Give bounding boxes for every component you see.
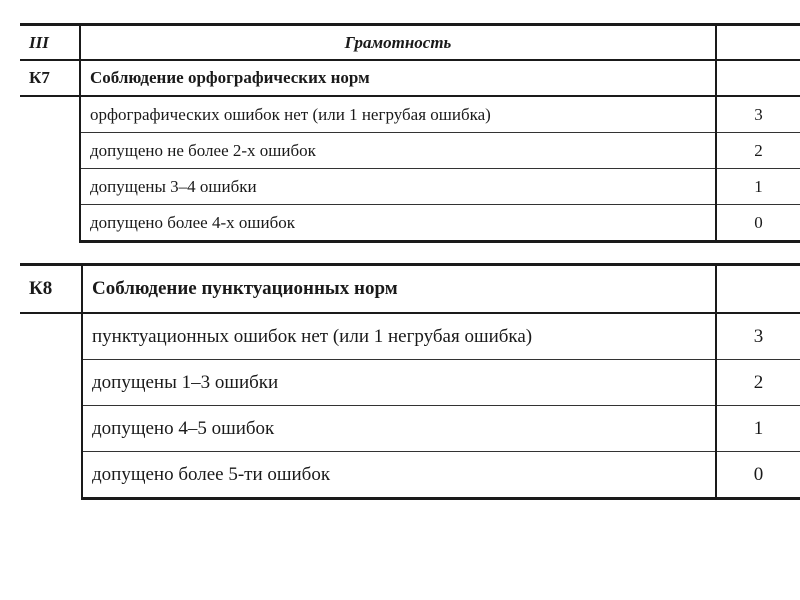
criterion-code: К8 bbox=[20, 265, 82, 314]
table-row bbox=[20, 313, 800, 360]
table-row bbox=[20, 205, 800, 242]
criterion-points: 2 bbox=[716, 360, 800, 406]
criterion-description: допущено 4–5 ошибок bbox=[82, 406, 716, 452]
section-header-row bbox=[20, 25, 800, 61]
criterion-points: 2 bbox=[716, 133, 800, 169]
literacy-criteria-table-k8 bbox=[20, 263, 800, 500]
table-row bbox=[20, 96, 800, 133]
criterion-description: орфографических ошибок нет (или 1 негрубая ошибка) bbox=[80, 96, 716, 133]
criterion-points: 3 bbox=[716, 96, 800, 133]
criterion-code: К7 bbox=[20, 60, 80, 96]
criterion-description: допущены 3–4 ошибки bbox=[80, 169, 716, 205]
criterion-description: пунктуационных ошибок нет (или 1 негрубая ошибка) bbox=[82, 313, 716, 360]
section-roman-numeral: III bbox=[20, 25, 80, 61]
table-row bbox=[20, 133, 800, 169]
criterion-points: 0 bbox=[716, 205, 800, 242]
criterion-row-k8 bbox=[20, 265, 800, 314]
criterion-points: 3 bbox=[716, 313, 800, 360]
literacy-criteria-table-k7 bbox=[20, 23, 800, 243]
criterion-description: допущено более 5-ти ошибок bbox=[82, 452, 716, 499]
criterion-points: 1 bbox=[716, 169, 800, 205]
table-row bbox=[20, 452, 800, 499]
criterion-description: допущено не более 2-х ошибок bbox=[80, 133, 716, 169]
table-row bbox=[20, 360, 800, 406]
criterion-row-k7 bbox=[20, 60, 800, 96]
criterion-description: допущено более 4-х ошибок bbox=[80, 205, 716, 242]
criterion-code-spacer bbox=[20, 313, 82, 499]
criterion-title: Соблюдение орфографических норм bbox=[80, 60, 716, 96]
criterion-title: Соблюдение пунктуационных норм bbox=[82, 265, 716, 314]
table-row bbox=[20, 406, 800, 452]
criterion-points-cell bbox=[716, 265, 800, 314]
criterion-points-cell bbox=[716, 60, 800, 96]
criterion-code-spacer bbox=[20, 96, 80, 242]
criterion-points: 1 bbox=[716, 406, 800, 452]
section-title: Грамотность bbox=[80, 25, 716, 61]
criterion-points: 0 bbox=[716, 452, 800, 499]
table-row bbox=[20, 169, 800, 205]
section-points-cell bbox=[716, 25, 800, 61]
criterion-description: допущены 1–3 ошибки bbox=[82, 360, 716, 406]
